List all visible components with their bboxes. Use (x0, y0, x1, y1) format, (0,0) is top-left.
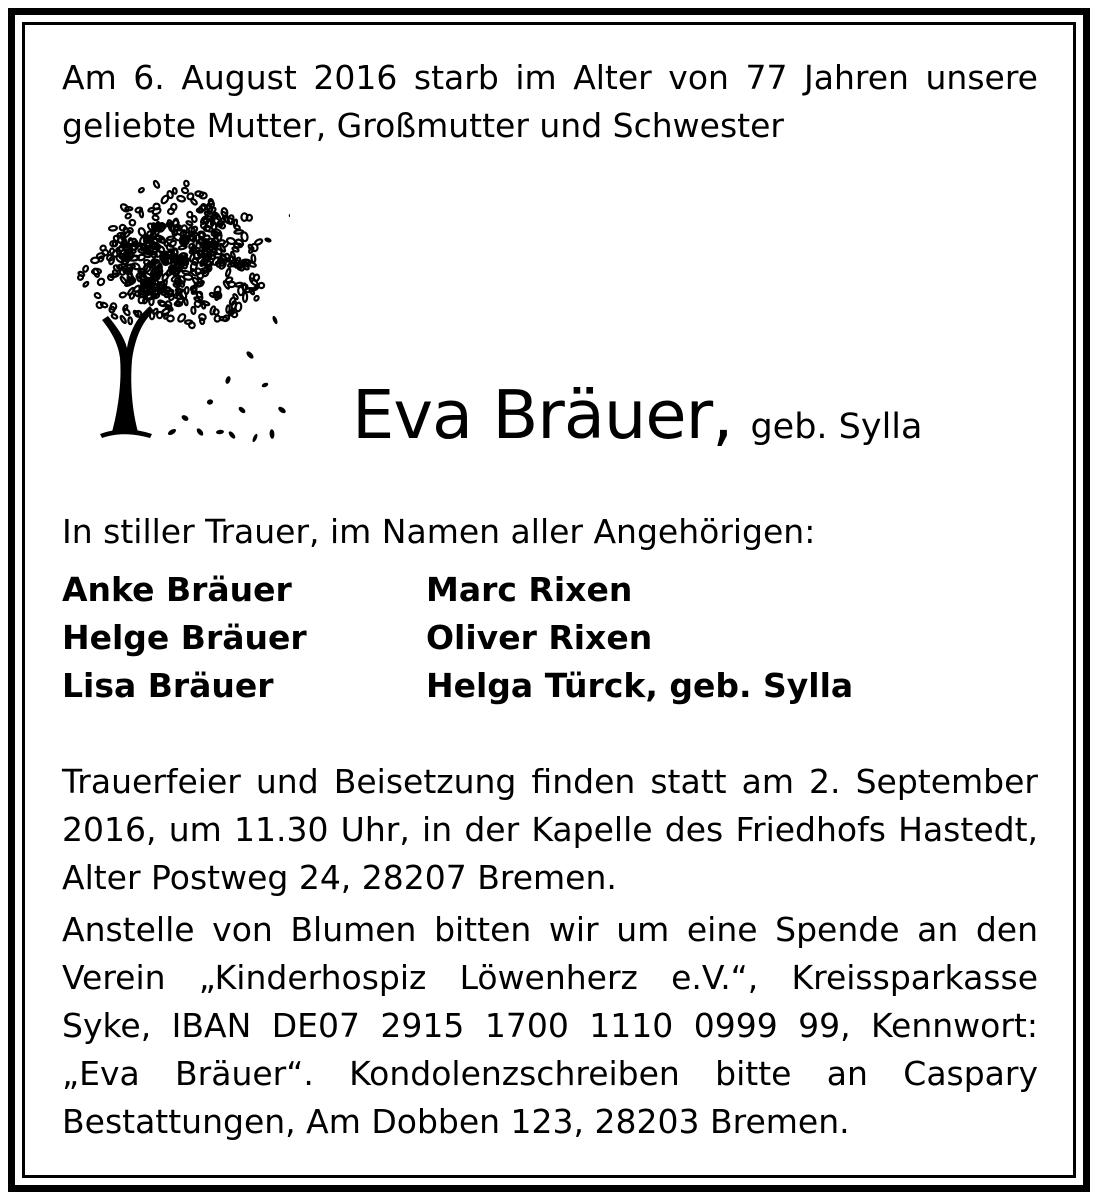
deceased-name: Eva Bräuer, (352, 376, 733, 454)
leaf-mark (171, 203, 177, 210)
leaf-mark (251, 254, 255, 262)
leaf-mark (100, 302, 108, 308)
leaf-mark (191, 216, 197, 223)
windblown-tree-icon (60, 170, 290, 445)
falling-leaf (245, 350, 255, 360)
service-details: Trauerfeier und Beisetzung finden statt am 2. September 2016, um 11.30 Uhr, in der Kapelle des Friedhofs Hastedt, Alter Postweg 24, 28207 Bremen. (62, 762, 1038, 897)
leaf-mark (111, 313, 118, 319)
leaf-mark (181, 187, 189, 194)
leaf-mark (194, 252, 200, 258)
falling-leaf (237, 406, 246, 415)
leaf-mark (178, 245, 187, 251)
leaf-mark (197, 272, 204, 279)
mourner-name: Marc Rixen (426, 570, 633, 609)
leaf-mark (168, 240, 177, 248)
leaf-mark (94, 292, 101, 299)
falling-leaf (264, 237, 272, 244)
deceased-name-line (352, 376, 922, 454)
leaf-mark (120, 225, 126, 231)
leaf-mark (198, 313, 206, 321)
mourners-right-column (426, 566, 853, 710)
leaf-mark (110, 273, 119, 278)
leaf-mark (238, 287, 244, 296)
leaf-mark (253, 295, 259, 301)
leaf-mark (82, 265, 89, 272)
mourner-name: Helga Türck, geb. Sylla (426, 666, 854, 705)
leaf-mark (138, 227, 147, 237)
leaf-mark (185, 320, 192, 324)
leaf-mark (184, 298, 188, 305)
leaf-mark (109, 226, 117, 231)
leaf-mark (177, 195, 186, 202)
falling-leaf (227, 430, 236, 440)
leaf-mark (153, 180, 160, 188)
leaf-mark (233, 219, 237, 226)
falling-leaf (252, 433, 259, 442)
mourners-left-column (62, 566, 307, 710)
maiden-name: geb. Sylla (750, 407, 923, 447)
leaf-mark (83, 281, 89, 287)
leaf-mark (138, 187, 144, 193)
leaf-mark (182, 270, 190, 275)
falling-leaf (216, 429, 224, 434)
leaf-mark (120, 315, 127, 323)
leaf-mark (173, 218, 179, 227)
falling-leaf (269, 429, 274, 439)
leaf-mark (159, 301, 166, 306)
tree-trunk (100, 306, 154, 438)
leaf-mark (184, 180, 189, 186)
leaf-mark (110, 248, 114, 253)
leaf-mark (173, 248, 178, 256)
mourner-name: Oliver Rixen (426, 618, 653, 657)
mourner-name: Lisa Bräuer (62, 666, 274, 705)
falling-leaf (288, 212, 290, 219)
leaf-mark (227, 217, 234, 224)
leaf-mark (160, 195, 169, 205)
falling-leaf (261, 382, 269, 388)
tree-foliage (78, 180, 265, 329)
leaf-mark (225, 268, 231, 277)
intro-text: Am 6. August 2016 starb im Alter von 77 Jahren unsere geliebte Mutter, Großmutter und Schwester (62, 58, 1038, 145)
donation-details: Anstelle von Blumen bitten wir um eine Spende an den Verein „Kinderhospiz Löwenherz e.V.“, Kreissparkasse Syke, IBAN DE07 2915 1700 1110 0999 99, Kennwort: „Eva Bräuer“. Kondolenzschreiben bitte an Caspary Bestattungen, Am Dobben 123, 28203 Bremen. (62, 910, 1038, 1141)
mourning-line: In stiller Trauer, im Namen aller Angehörigen: (62, 512, 816, 551)
mourner-name: Anke Bräuer (62, 570, 292, 609)
falling-leaf (167, 428, 177, 437)
falling-leaf (271, 315, 278, 325)
falling-leaf (277, 406, 287, 415)
falling-leaf (206, 399, 213, 406)
leaf-mark (191, 307, 196, 314)
falling-leaf (181, 414, 190, 422)
leaf-mark (181, 225, 187, 232)
falling-leaf (195, 427, 204, 437)
leaf-mark (97, 277, 106, 286)
leaf-mark (246, 214, 252, 221)
leaf-mark (173, 188, 177, 194)
leaf-mark (232, 293, 238, 300)
leaf-mark (128, 317, 132, 324)
leaf-mark (139, 209, 143, 217)
leaf-mark (119, 292, 126, 298)
leaf-mark (125, 213, 132, 219)
leaf-mark (167, 236, 175, 240)
mourner-name: Helge Bräuer (62, 618, 307, 657)
leaf-mark (129, 219, 137, 226)
leaf-mark (152, 215, 159, 221)
leaf-mark (251, 243, 258, 251)
falling-leaf (224, 375, 231, 384)
